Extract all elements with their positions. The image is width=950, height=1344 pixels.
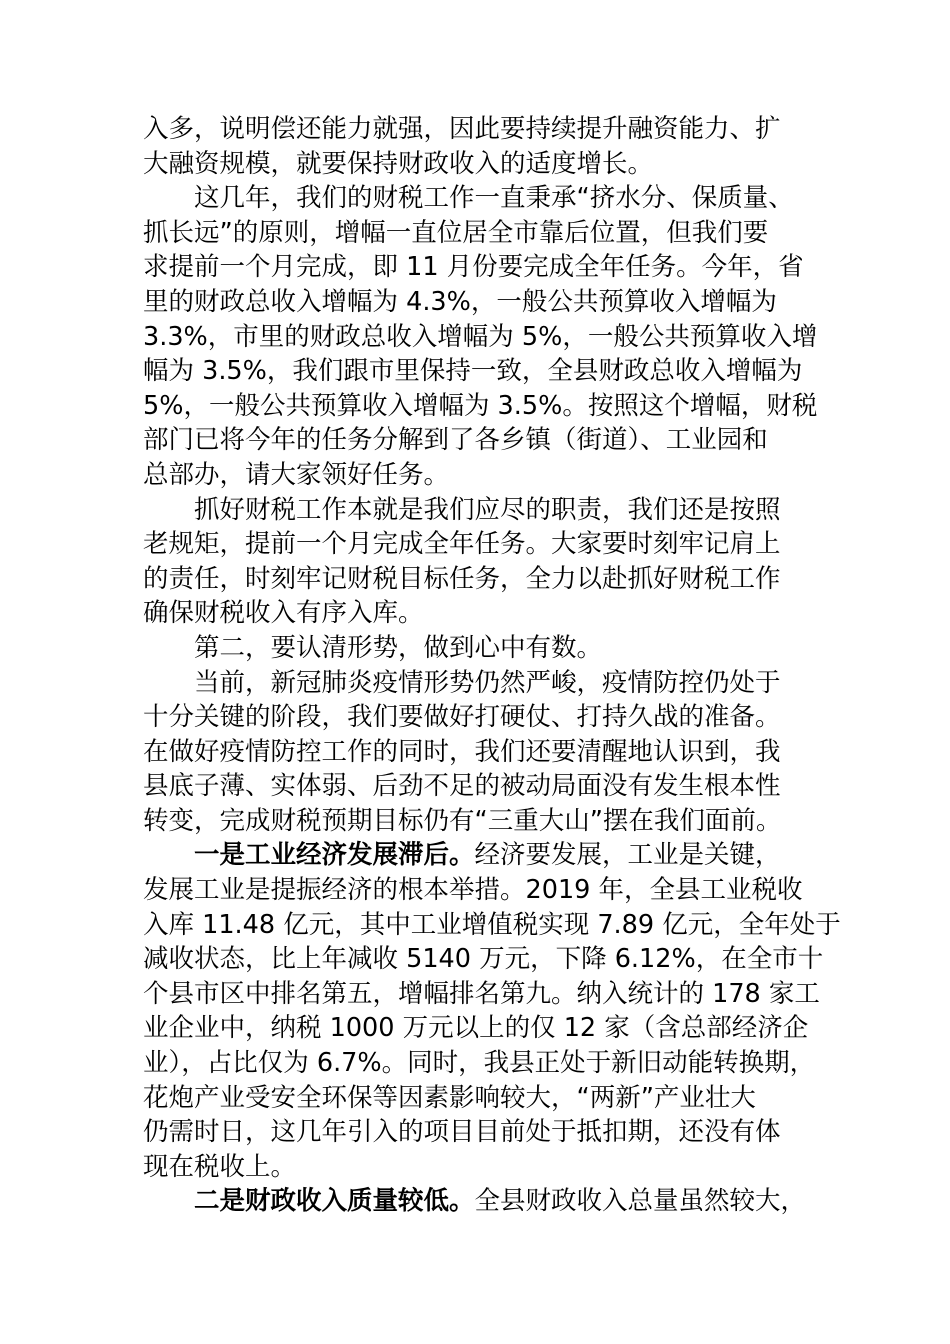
text-line: 老规矩，提前一个月完成全年任务。大家要时刻牢记肩上 bbox=[143, 529, 781, 560]
paragraph-start-line: 这几年，我们的财税工作一直秉承“挤水分、保质量、 bbox=[194, 183, 794, 214]
text-line: 个县市区中排名第五，增幅排名第九。纳入统计的 178 家工 bbox=[143, 978, 820, 1009]
bold-lead-phrase: 二是财政收入质量较低。 bbox=[194, 1186, 475, 1217]
text-line: 部门已将今年的任务分解到了各乡镇（街道）、工业园和 bbox=[143, 425, 768, 456]
text-run: 经济要发展，工业是关键， bbox=[474, 840, 781, 871]
text-line: 现在税收上。 bbox=[143, 1151, 297, 1182]
text-line: 3.3%，市里的财政总收入增幅为 5%，一般公共预算收入增 bbox=[143, 321, 818, 352]
paragraph-start-line bbox=[143, 1184, 823, 1219]
text-line: 抓长远”的原则，增幅一直位居全市靠后位置，但我们要 bbox=[143, 217, 769, 248]
document-body bbox=[143, 112, 841, 1219]
text-line: 的责任，时刻牢记财税目标任务，全力以赴抓好财税工作 bbox=[143, 563, 781, 594]
text-line: 业企业中，纳税 1000 万元以上的仅 12 家（含总部经济企 bbox=[143, 1013, 809, 1044]
text-line: 县底子薄、实体弱、后劲不足的被动局面没有发生根本性 bbox=[143, 771, 781, 802]
text-line: 求提前一个月完成，即 11 月份要完成全年任务。今年，省 bbox=[143, 252, 804, 283]
text-run: 全县财政收入总量虽然较大， bbox=[474, 1186, 807, 1217]
paragraph-start-line: 抓好财税工作本就是我们应尽的职责，我们还是按照 bbox=[194, 494, 781, 525]
text-line: 幅为 3.5%，我们跟市里保持一致，全县财政总收入增幅为 bbox=[143, 356, 803, 387]
paragraph-start-line: 当前，新冠肺炎疫情形势仍然严峻，疫情防控仍处于 bbox=[194, 667, 781, 698]
text-line: 十分关键的阶段，我们要做好打硬仗、打持久战的准备。 bbox=[143, 702, 781, 733]
text-line: 业），占比仅为 6.7%。同时，我县正处于新旧动能转换期， bbox=[143, 1048, 816, 1079]
section-heading-line: 第二，要认清形势，做到心中有数。 bbox=[194, 632, 603, 663]
text-line: 5%，一般公共预算收入增幅为 3.5%。按照这个增幅，财税 bbox=[143, 390, 818, 421]
text-line: 总部办，请大家领好任务。 bbox=[143, 459, 450, 490]
text-line: 在做好疫情防控工作的同时，我们还要清醒地认识到，我 bbox=[143, 736, 781, 767]
bold-lead-phrase: 一是工业经济发展滞后。 bbox=[194, 840, 475, 871]
paragraph-start-line bbox=[143, 838, 823, 873]
text-line: 入库 11.48 亿元，其中工业增值税实现 7.89 亿元，全年处于 bbox=[143, 909, 841, 940]
text-line: 发展工业是提振经济的根本举措。2019 年，全县工业税收 bbox=[143, 875, 803, 906]
text-line: 入多，说明偿还能力就强，因此要持续提升融资能力、扩 bbox=[143, 114, 781, 144]
text-line: 减收状态，比上年减收 5140 万元，下降 6.12%，在全市十 bbox=[143, 944, 824, 975]
text-line: 转变，完成财税预期目标仍有“三重大山”摆在我们面前。 bbox=[143, 805, 782, 836]
text-line: 花炮产业受安全环保等因素影响较大，“两新”产业壮大 bbox=[143, 1082, 756, 1113]
text-line: 仍需时日，这几年引入的项目目前处于抵扣期，还没有体 bbox=[143, 1117, 781, 1148]
text-line: 大融资规模，就要保持财政收入的适度增长。 bbox=[143, 148, 654, 179]
text-line: 确保财税收入有序入库。 bbox=[143, 598, 424, 629]
text-line: 里的财政总收入增幅为 4.3%，一般公共预算收入增幅为 bbox=[143, 286, 777, 317]
